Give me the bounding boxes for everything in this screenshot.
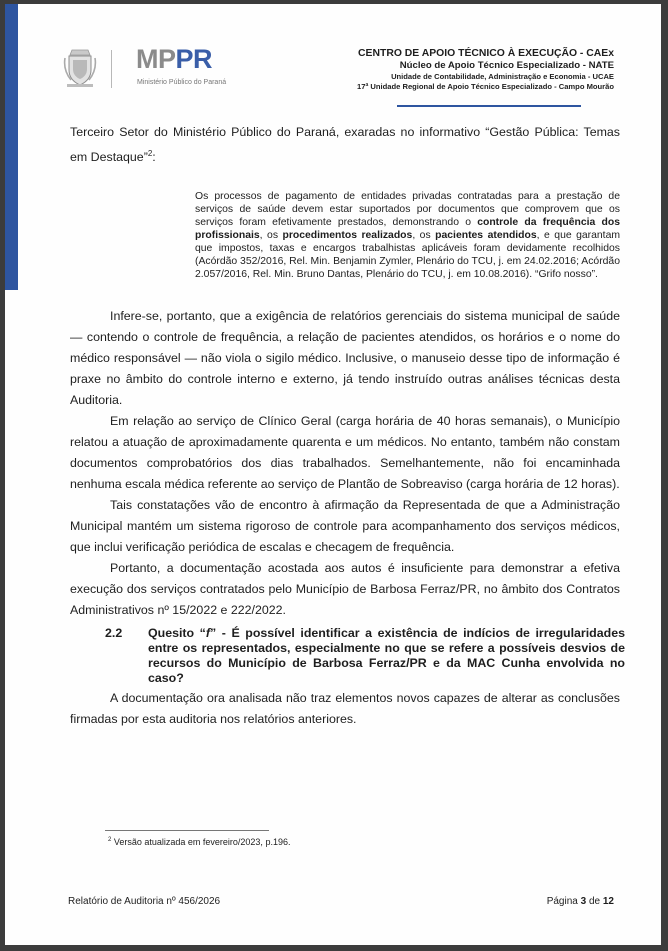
section-title: ” - É possível identificar a existência de indícios de irregularidades entre os representados, especialmente no que se refere a possíveis desvios de recursos do Município de Barbosa Ferraz/PR e da MAC Cunha envolvida no caso?	[148, 626, 625, 685]
quote-text: , os	[259, 230, 283, 241]
paragraph: Portanto, a documentação acostada aos autos é insuficiente para demonstrar a efetiva execução dos serviços contratados pelo Município de Barbosa Ferraz/PR, no âmbito dos Contratos Administrativos nº 15/2022 e 222/2022.	[70, 561, 620, 617]
paragraph: Em relação ao serviço de Clínico Geral (carga horária de 40 horas semanais), o Município relatou a atuação de aproximadamente quarenta e um médicos. No entanto, também não constam documentos comprobatórios dos dias trabalhados. Semelhantemente, não foi encaminhada nenhuma escala médica referente ao serviço de Plantão de Sobreaviso (carga horária de 12 horas).	[70, 414, 620, 491]
intro-paragraph	[70, 122, 620, 168]
quote-bold: controle da frequência dos profissionais	[195, 217, 620, 241]
quote-bold: pacientes atendidos	[435, 230, 537, 241]
quote-bold: procedimentos realizados	[282, 230, 413, 241]
logo-wordmark	[136, 44, 212, 75]
footer-report-id: Relatório de Auditoria nº 456/2026	[68, 896, 221, 907]
letterhead-line-2: Núcleo de Apoio Técnico Especializado - NATE	[399, 60, 614, 71]
logo-pr-text: PR	[175, 44, 213, 74]
paragraph: Infere-se, portanto, que a exigência de relatórios gerenciais do sistema municipal de saúde — contendo o controle de frequência, a relação de pacientes atendidos, os horários e o nome do médico responsável — não viola o sigilo médico. Inclusive, o manuseio desse tipo de informação é praxe no âmbito do controle interno e externo, já tendo instruído outras análises técnicas desta Auditoria.	[70, 309, 620, 407]
footer-page-number	[547, 896, 614, 907]
block-quote	[195, 190, 620, 281]
document-page	[5, 4, 661, 945]
logo-mp-text: MP	[136, 44, 176, 74]
letterhead-line-3: Unidade de Contabilidade, Administração e Economia - UCAE	[391, 72, 614, 81]
coat-of-arms-icon	[63, 46, 97, 88]
header-rule	[397, 105, 581, 107]
footnote-text: Versão atualizada em fevereiro/2023, p.196.	[111, 837, 291, 847]
section-number: 2.2	[105, 626, 123, 640]
conclusion-paragraph: A documentação ora analisada não traz elementos novos capazes de alterar as conclusões firmadas por esta auditoria nos relatórios anteriores.	[70, 691, 620, 726]
logo-divider	[111, 50, 112, 88]
intro-text: Terceiro Setor do Ministério Público do Paraná, exaradas no informativo “Gestão Pública: Temas em Destaque”	[70, 125, 620, 165]
section-heading	[105, 626, 625, 686]
quote-text: , os	[412, 230, 436, 241]
quote-text: , e que garantam que impostos, taxas e encargos trabalhistas aplicáveis foram devidamente recolhidos (Acórdão 352/2016, Rel. Min. Benjamin Zymler, Plenário do TCU, j. em 24.02.2016; Acórdão 2.057/2016, Rel. Min. Bruno Dantas, Plenário do TCU, j. em 10.08.2016). “Grifo nosso”.	[195, 230, 621, 280]
logo-subtitle: Ministério Público do Paraná	[137, 79, 227, 86]
footnote	[108, 837, 290, 847]
letterhead	[357, 47, 614, 92]
page-label: Página	[546, 896, 581, 907]
section-title-pre: Quesito “	[148, 626, 206, 640]
quote-text: Os processos de pagamento de entidades privadas contratadas para a prestação de serviços de saúde devem estar suportados por documentos que comprovem que os serviços foram efetivamente prestados, demonstrando o	[195, 191, 620, 228]
intro-colon: :	[152, 150, 156, 165]
letterhead-line-4: 17ª Unidade Regional de Apoio Técnico Especializado - Campo Mourão	[357, 82, 614, 91]
page-total: 12	[602, 896, 614, 907]
page-of: de	[586, 896, 603, 907]
footnote-separator	[105, 830, 269, 831]
footnote-ref: 2	[147, 149, 153, 158]
paragraph: Tais constatações vão de encontro à afirmação da Representada de que a Administração Municipal mantém um sistema rigoroso de controle para acompanhamento dos serviços médicos, que inclui verificação periódica de escalas e checagem de frequência.	[70, 498, 620, 554]
page-current: 3	[580, 896, 587, 907]
body-paragraphs	[70, 306, 620, 621]
section-letter: f	[205, 626, 211, 640]
footnote-number: 2	[108, 837, 112, 843]
letterhead-line-1: CENTRO DE APOIO TÉCNICO À EXECUÇÃO - CAEx	[358, 48, 614, 59]
conclusion-block	[70, 688, 620, 730]
side-accent-bar	[5, 4, 18, 290]
